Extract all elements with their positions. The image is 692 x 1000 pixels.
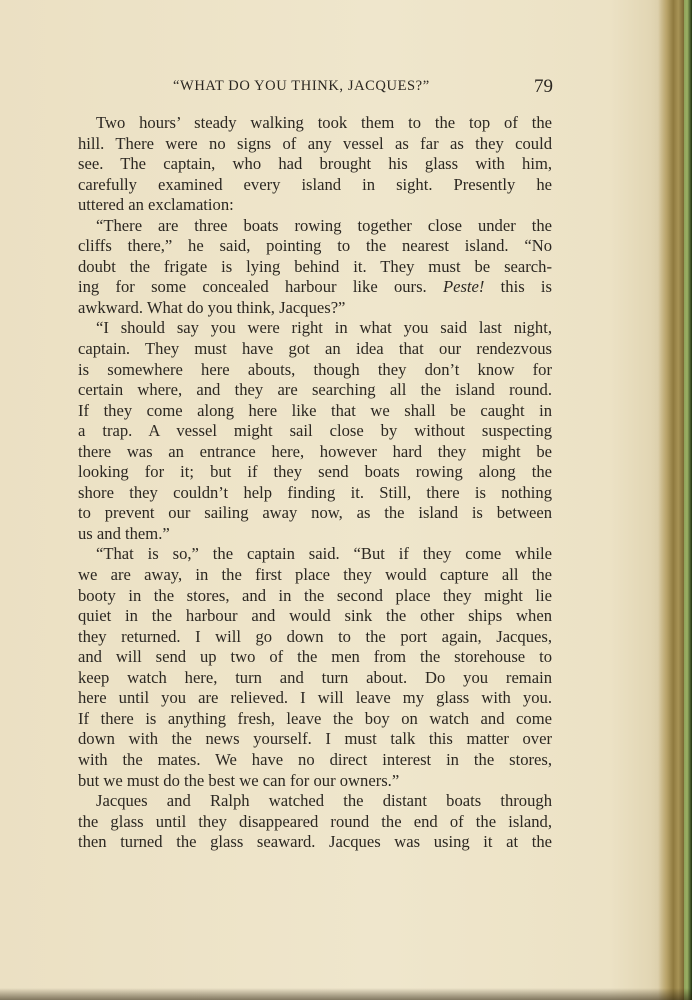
page-number: 79 — [534, 76, 553, 97]
page-bottom-shadow — [0, 988, 692, 1000]
text-line — [78, 298, 552, 319]
text-line — [78, 627, 552, 648]
text-line — [78, 154, 552, 175]
text-line-content: “That is so,” the captain said. “But if they come while — [96, 544, 552, 564]
text-line-content: then turned the glass seaward. Jacques was using it at the — [78, 832, 552, 852]
text-line-content: certain where, and they are searching all the island round. — [78, 380, 552, 400]
running-head: “WHAT DO YOU THINK, JACQUES?” — [173, 78, 430, 94]
text-line — [78, 401, 552, 422]
text-line-content: see. The captain, who had brought his glass with him, — [78, 154, 552, 174]
text-line — [78, 791, 552, 812]
text-line-continuation: this is — [484, 277, 552, 297]
text-line-content: we are away, in the first place they would capture all the — [78, 565, 552, 585]
text-line-content: “I should say you were right in what you said last night, — [96, 318, 552, 338]
text-line-content: hill. There were no signs of any vessel as far as they could — [78, 133, 552, 153]
text-line — [78, 195, 552, 216]
text-line-content: is somewhere here abouts, though they don’t know for — [78, 359, 552, 379]
text-line-content: with the mates. We have no direct interest in the stores, — [78, 749, 552, 769]
text-line — [78, 750, 552, 771]
text-line-content: ing for some concealed harbour like ours. — [78, 277, 427, 297]
text-line — [78, 647, 552, 668]
text-line — [78, 236, 552, 257]
text-line-content: us and them.” — [78, 523, 170, 543]
text-line-content: Two hours’ steady walking took them to the top of the — [96, 113, 552, 132]
text-line — [78, 257, 552, 278]
text-line — [78, 277, 552, 298]
text-line — [78, 318, 552, 339]
text-line-content: If there is anything fresh, leave the boy on watch and come — [78, 708, 552, 728]
page-header — [78, 78, 553, 102]
text-line — [78, 709, 552, 730]
text-line-content: but we must do the best we can for our owners.” — [78, 770, 400, 790]
text-line-content: uttered an exclamation: — [78, 195, 234, 215]
text-line — [78, 134, 552, 155]
text-line — [78, 339, 552, 360]
text-line — [78, 586, 552, 607]
text-line-content: awkward. What do you think, Jacques?” — [78, 297, 346, 317]
text-line-content: captain. They must have got an idea that our rendezvous — [78, 339, 552, 359]
text-line-content: If they come along here like that we shall be caught in — [78, 400, 552, 420]
text-line-content: here until you are relieved. I will leave my glass with you. — [78, 688, 552, 708]
text-line — [78, 832, 552, 853]
text-line-content: Jacques and Ralph watched the distant boats through — [96, 791, 552, 811]
text-line — [78, 421, 552, 442]
text-line — [78, 442, 552, 463]
italic-phrase: Peste! — [442, 277, 485, 297]
text-line-content: looking for it; but if they send boats rowing along the — [78, 462, 552, 482]
body-text — [78, 113, 552, 853]
text-line — [78, 360, 552, 381]
text-line — [78, 216, 552, 237]
text-line — [78, 606, 552, 627]
text-line-content: cliffs there,” he said, pointing to the nearest island. “No — [78, 236, 552, 256]
text-line — [78, 771, 552, 792]
text-line-content: down with the news yourself. I must talk this matter over — [78, 729, 552, 749]
text-line — [78, 503, 552, 524]
text-line-content: booty in the stores, and in the second place they might lie — [78, 585, 552, 605]
text-line — [78, 688, 552, 709]
text-line — [78, 565, 552, 586]
text-line-content: carefully examined every island in sight. Presently he — [78, 174, 552, 194]
text-line-content: there was an entrance here, however hard they might be — [78, 441, 552, 461]
text-line — [78, 812, 552, 833]
text-line-content: to prevent our sailing away now, as the island is between — [78, 503, 552, 523]
text-line — [78, 668, 552, 689]
text-line-content: doubt the frigate is lying behind it. They must be search- — [78, 256, 552, 276]
text-line — [78, 175, 552, 196]
text-line — [78, 462, 552, 483]
text-line — [78, 483, 552, 504]
text-line-content: a trap. A vessel might sail close by without suspecting — [78, 421, 552, 441]
text-line — [78, 524, 552, 545]
text-line-content: quiet in the harbour and would sink the other ships when — [78, 606, 552, 626]
text-line — [78, 380, 552, 401]
text-line-content: “There are three boats rowing together close under the — [96, 215, 552, 235]
text-line-content: and will send up two of the men from the storehouse to — [78, 647, 552, 667]
book-spine-edge — [684, 0, 692, 1000]
text-line — [78, 729, 552, 750]
text-line-content: the glass until they disappeared round the end of the island, — [78, 811, 552, 831]
text-line-content: shore they couldn’t help finding it. Still, there is nothing — [78, 482, 552, 502]
text-line-content: they returned. I will go down to the port again, Jacques, — [78, 626, 552, 646]
text-line-content: keep watch here, turn and turn about. Do you remain — [78, 667, 552, 687]
text-line — [78, 113, 552, 134]
text-line — [78, 544, 552, 565]
